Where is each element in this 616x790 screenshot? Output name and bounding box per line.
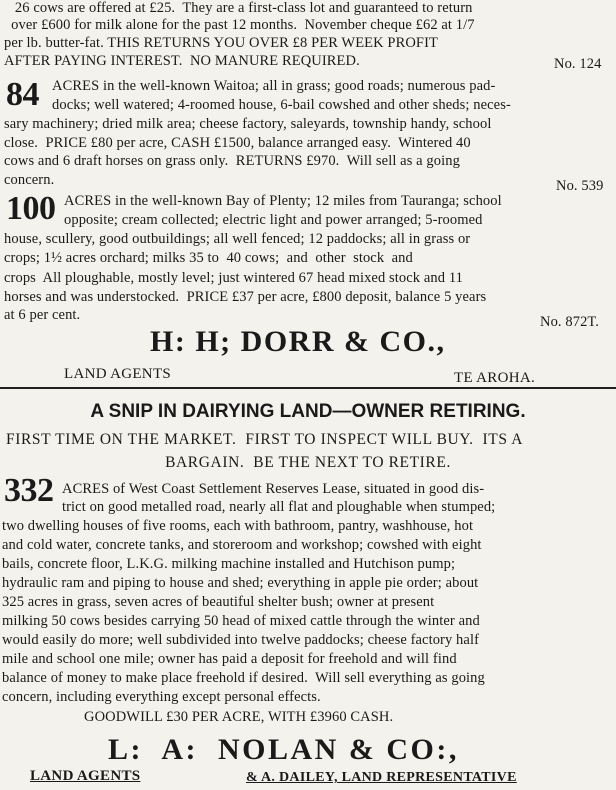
listing-number: No. 539 (556, 178, 604, 194)
agency-town: TE AROHA. (454, 370, 536, 386)
listing-line: hydraulic ram and piping to house and shed; everything in apple pie order; about (2, 575, 479, 591)
listing-line: crops; 1½ acres orchard; milks 35 to 40 cows; and other stock and (4, 250, 413, 266)
listing-line: would easily do more; well subdivided into twelve paddocks; cheese factory half (2, 632, 480, 648)
listing-line: horses and was understocked. PRICE £37 per acre, £800 deposit, balance 5 years (4, 289, 487, 305)
listing-line: AFTER PAYING INTEREST. NO MANURE REQUIRED. (4, 53, 360, 69)
listing-line: ACRES of West Coast Settlement Reserves Lease, situated in good dis- (62, 481, 485, 497)
ad-headline: A SNIP IN DAIRYING LAND—OWNER RETIRING. (90, 401, 526, 422)
listing-line: balance of money to make place freehold if desired. Will sell everything as going (2, 670, 485, 686)
agency-label: LAND AGENTS (30, 768, 141, 784)
listing-line: per lb. butter-fat. THIS RETURNS YOU OVER £8 PER WEEK PROFIT (4, 35, 438, 51)
ad-subheading: BARGAIN. BE THE NEXT TO RETIRE. (165, 455, 451, 471)
listing-line: trict on good metalled road, nearly all flat and ploughable when stumped; (62, 499, 496, 515)
listing-line: ACRES in the well-known Waitoa; all in grass; good roads; numerous pad- (52, 78, 496, 94)
representative-label: & A. DAILEY, LAND REPRESENTATIVE (246, 770, 517, 785)
firm-name: L: A: NOLAN & CO:, (108, 733, 459, 766)
listing-line: concern, including everything except personal effects. (2, 689, 321, 705)
listing-number: No. 124 (554, 56, 602, 72)
listing-line: ACRES in the well-known Bay of Plenty; 12 miles from Tauranga; school (64, 193, 502, 209)
acreage-number: 332 (4, 472, 54, 509)
listing-line: opposite; cream collected; electric light and power arranged; 5-roomed (64, 212, 483, 228)
listing-line: sary machinery; dried milk area; cheese factory, saleyards, township handy, school (4, 116, 492, 132)
listing-line: two dwelling houses of five rooms, each with bathroom, pantry, washhouse, hot (2, 518, 474, 534)
acreage-number: 84 (6, 76, 39, 113)
listing-line: cows and 6 draft horses on grass only. RETURNS £970. Will sell as a going (4, 153, 460, 169)
listing-line: at 6 per cent. (4, 307, 81, 323)
listing-line: concern. (4, 172, 55, 188)
acreage-number: 100 (6, 190, 56, 227)
section-divider (0, 387, 616, 389)
goodwill-line: GOODWILL £30 PER ACRE, WITH £3960 CASH. (84, 709, 394, 725)
listing-line: crops All ploughable, mostly level; just wintered 67 head mixed stock and 11 (4, 270, 463, 286)
listing-line: mile and school one mile; owner has paid a deposit for freehold and will find (2, 651, 457, 667)
listing-line: milking 50 cows besides carrying 50 head of mixed cattle through the winter and (2, 613, 480, 629)
listing-line: house, scullery, good outbuildings; all well fenced; 12 paddocks; all in grass or (4, 231, 471, 247)
listing-line: close. PRICE £80 per acre, CASH £1500, balance arranged easy. Wintered 40 (4, 135, 471, 151)
listing-line: over £600 for milk alone for the past 12 months. November cheque £62 at 1/7 (0, 17, 475, 33)
listing-number: No. 872T. (540, 314, 600, 330)
listing-line: and cold water, concrete tanks, and storeroom and workshop; cowshed with eight (2, 537, 482, 553)
listing-line: bails, concrete floor, L.K.G. milking machine installed and Hutchison pump; (2, 556, 456, 572)
ad-subheading: FIRST TIME ON THE MARKET. FIRST TO INSPECT WILL BUY. ITS A (6, 432, 523, 448)
listing-line: docks; well watered; 4-roomed house, 6-bail cowshed and other sheds; neces- (52, 97, 511, 113)
listing-line: 325 acres in grass, seven acres of beautiful shelter bush; owner at present (2, 594, 435, 610)
listing-line: 26 cows are offered at £25. They are a first-class lot and guaranteed to return (0, 0, 473, 16)
agency-label: LAND AGENTS (64, 366, 172, 382)
firm-name: H: H; DORR & CO., (150, 325, 446, 358)
